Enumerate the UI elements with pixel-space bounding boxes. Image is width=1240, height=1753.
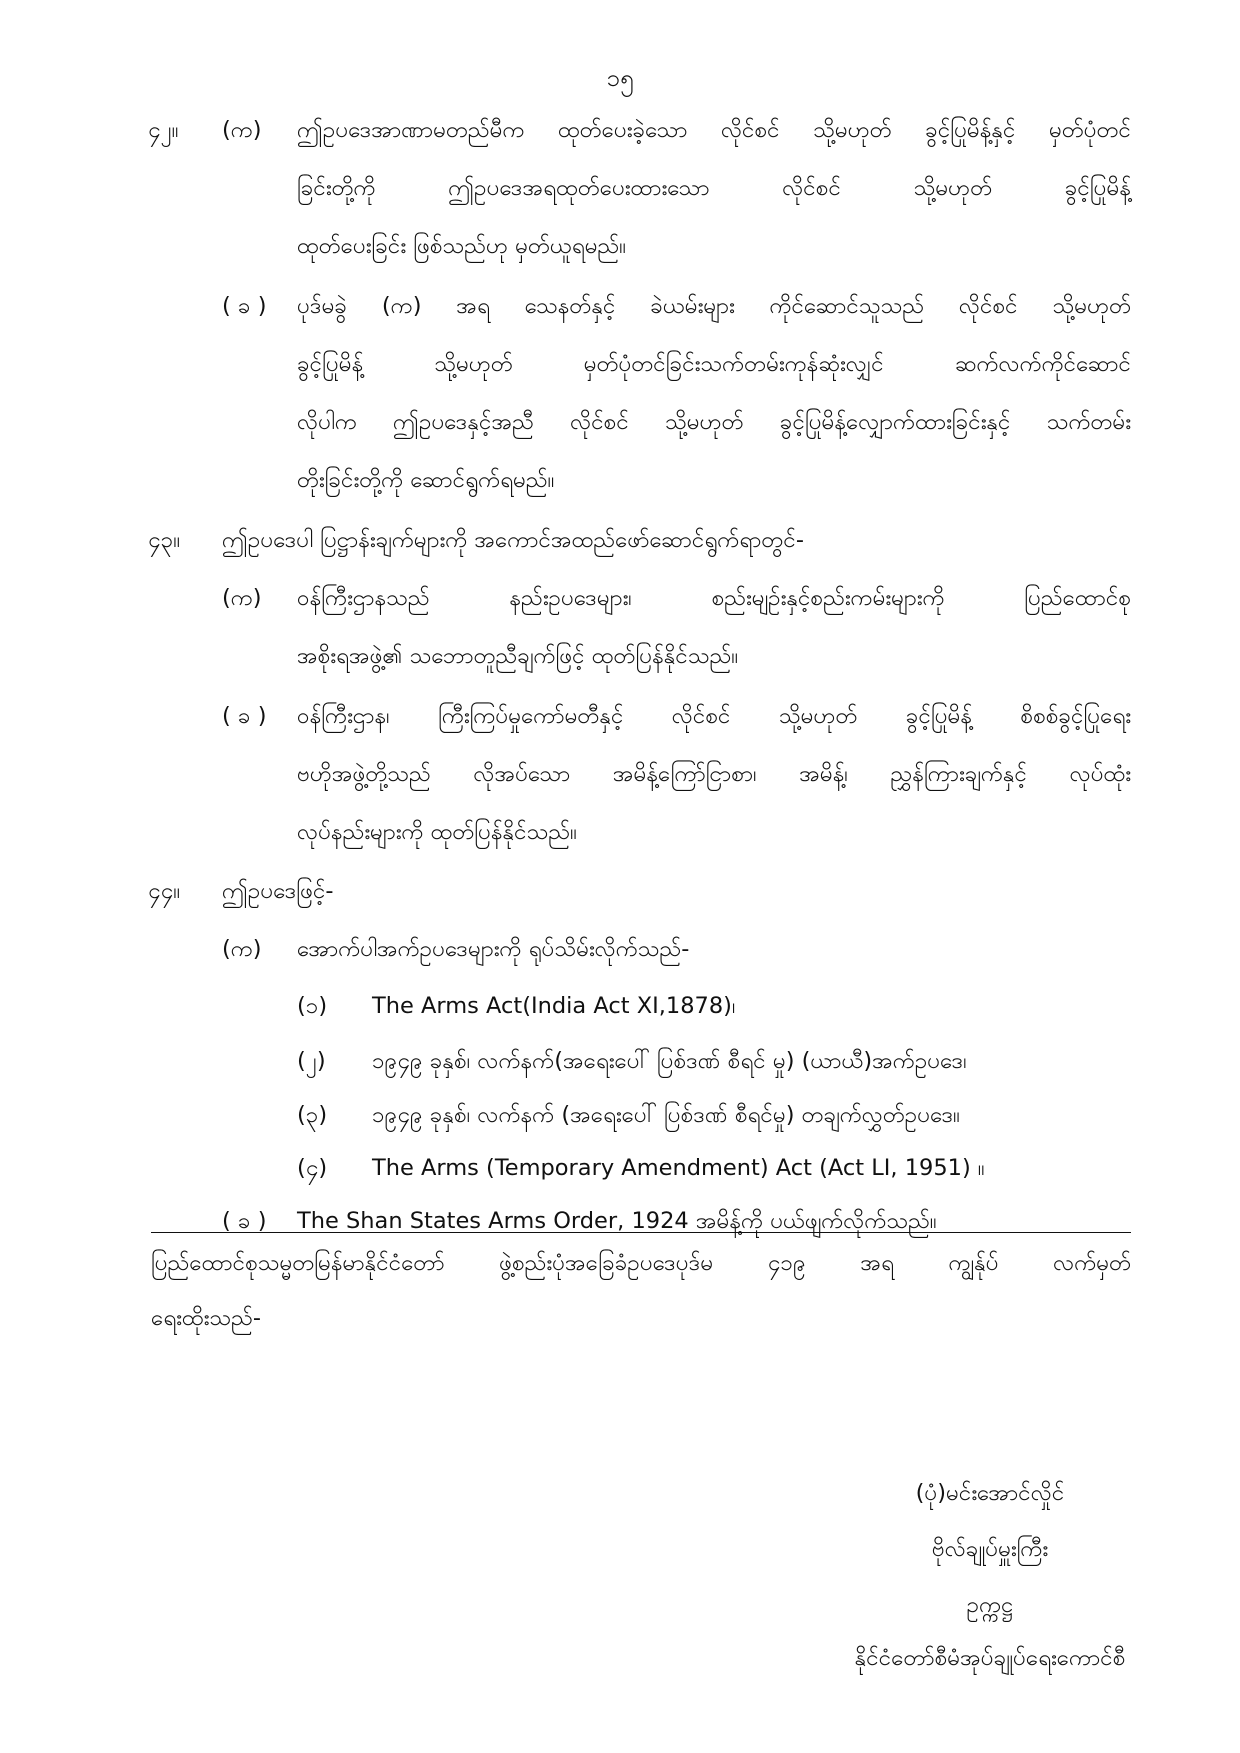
section-number: ၄၂။ bbox=[148, 117, 179, 143]
paragraph-line: ဝန်ကြီးဌာနသည် နည်းဥပဒေများ၊ စည်းမျဉ်းနှင့်စည်းကမ်းများကို ပြည်ထောင်စု bbox=[297, 585, 1131, 611]
paragraph-line: ဗဟိုအဖွဲ့တို့သည် လိုအပ်သော အမိန့်ကြော်ငြာစာ၊ အမိန့်၊ ညွှန်ကြားချက်နှင့် လုပ်ထုံး bbox=[297, 761, 1131, 787]
paragraph-line: The Shan States Arms Order, 1924 အမိန့်ကို ပယ်ဖျက်လိုက်သည်။ bbox=[297, 1208, 937, 1234]
signatory-title: ဥက္ကဋ္ဌ bbox=[966, 1592, 1014, 1618]
paragraph-line: ပုဒ်မခွဲ (က) အရ သေနတ်နှင့် ခဲယမ်းများ ကိုင်ဆောင်သူသည် လိုင်စင် သို့မဟုတ် bbox=[297, 293, 1131, 319]
subsection-label: ( ခ ) bbox=[222, 293, 267, 319]
paragraph-line: လုပ်နည်းများကို ထုတ်ပြန်နိုင်သည်။ bbox=[297, 819, 577, 845]
paragraph-line: ဤဥပဒေအာဏာမတည်မီက ထုတ်ပေးခဲ့သော လိုင်စင် သို့မဟုတ် ခွင့်ပြုမိန့်နှင့် မှတ်ပုံတင် bbox=[297, 117, 1131, 143]
paragraph-line: တိုးခြင်းတို့ကို ဆောင်ရွက်ရမည်။ bbox=[297, 467, 555, 493]
list-item: The Arms Act(India Act XI,1878)၊ bbox=[372, 993, 736, 1019]
page-number: ၁၅ bbox=[606, 64, 634, 92]
list-item: The Arms (Temporary Amendment) Act (Act LI, 1951) ။ bbox=[372, 1155, 985, 1181]
list-item-label: (၁) bbox=[297, 993, 328, 1019]
list-item-label: (၂) bbox=[297, 1048, 326, 1074]
closing-line: ရေးထိုးသည်- bbox=[151, 1305, 261, 1331]
subsection-label: (က) bbox=[222, 117, 262, 143]
section-number: ၄၄။ bbox=[148, 878, 181, 904]
divider-line bbox=[151, 1232, 1131, 1233]
paragraph-line: အစိုးရအဖွဲ့၏ သဘောတူညီချက်ဖြင့် ထုတ်ပြန်နိုင်သည်။ bbox=[297, 643, 739, 669]
signatory-organization: နိုင်ငံတော်စီမံအုပ်ချုပ်ရေးကောင်စီ bbox=[854, 1645, 1126, 1671]
list-item-label: (၄) bbox=[297, 1155, 328, 1181]
list-item: ၁၉၄၉ ခုနှစ်၊ လက်နက် (အရေးပေါ် ပြစ်ဒဏ် စီရင်မှု) တချက်လွှတ်ဥပဒေ။ bbox=[372, 1102, 960, 1128]
paragraph-line: ခွင့်ပြုမိန့် သို့မဟုတ် မှတ်ပုံတင်ခြင်းသက်တမ်းကုန်ဆုံးလျှင် ဆက်လက်ကိုင်ဆောင် bbox=[297, 351, 1131, 377]
signatory-rank: ဗိုလ်ချုပ်မှူးကြီး bbox=[931, 1536, 1049, 1562]
section-intro: ဤဥပဒေဖြင့်- bbox=[222, 878, 334, 904]
section-number: ၄၃။ bbox=[148, 527, 181, 553]
section-intro: ဤဥပဒေပါ ပြဋ္ဌာန်းချက်များကို အကောင်အထည်ဖော်ဆောင်ရွက်ရာတွင်- bbox=[222, 527, 804, 553]
subsection-label: ( ခ ) bbox=[222, 1208, 267, 1234]
list-item: ၁၉၄၉ ခုနှစ်၊ လက်နက်(အရေးပေါ် ပြစ်ဒဏ် စီရင် မှု) (ယာယီ)အက်ဥပဒေ၊ bbox=[372, 1048, 967, 1074]
signatory-name: (ပုံ)မင်းအောင်လှိုင် bbox=[915, 1480, 1065, 1506]
subsection-label: (က) bbox=[222, 585, 262, 611]
subsection-label: (က) bbox=[222, 936, 262, 962]
paragraph-line: အောက်ပါအက်ဥပဒေများကို ရုပ်သိမ်းလိုက်သည်- bbox=[297, 936, 690, 962]
paragraph-line: ဝန်ကြီးဌာန၊ ကြီးကြပ်မှုကော်မတီနှင့် လိုင်စင် သို့မဟုတ် ခွင့်ပြုမိန့် စိစစ်ခွင့်ပြုရေး bbox=[297, 703, 1131, 729]
paragraph-line: ထုတ်ပေးခြင်း ဖြစ်သည်ဟု မှတ်ယူရမည်။ bbox=[297, 233, 627, 259]
paragraph-line: ခြင်းတို့ကို ဤဥပဒေအရထုတ်ပေးထားသော လိုင်စင် သို့မဟုတ် ခွင့်ပြုမိန့် bbox=[297, 175, 1131, 201]
list-item-label: (၃) bbox=[297, 1102, 328, 1128]
closing-line: ပြည်ထောင်စုသမ္မတမြန်မာနိုင်ငံတော် ဖွဲ့စည်းပုံအခြေခံဥပဒေပုဒ်မ ၄၁၉ အရ ကျွန်ုပ် လက်မှတ် bbox=[151, 1250, 1131, 1276]
paragraph-line: လိုပါက ဤဥပဒေနှင့်အညီ လိုင်စင် သို့မဟုတ် ခွင့်ပြုမိန့်လျှောက်ထားခြင်းနှင့် သက်တမ်း bbox=[297, 409, 1131, 435]
subsection-label: ( ခ ) bbox=[222, 703, 267, 729]
